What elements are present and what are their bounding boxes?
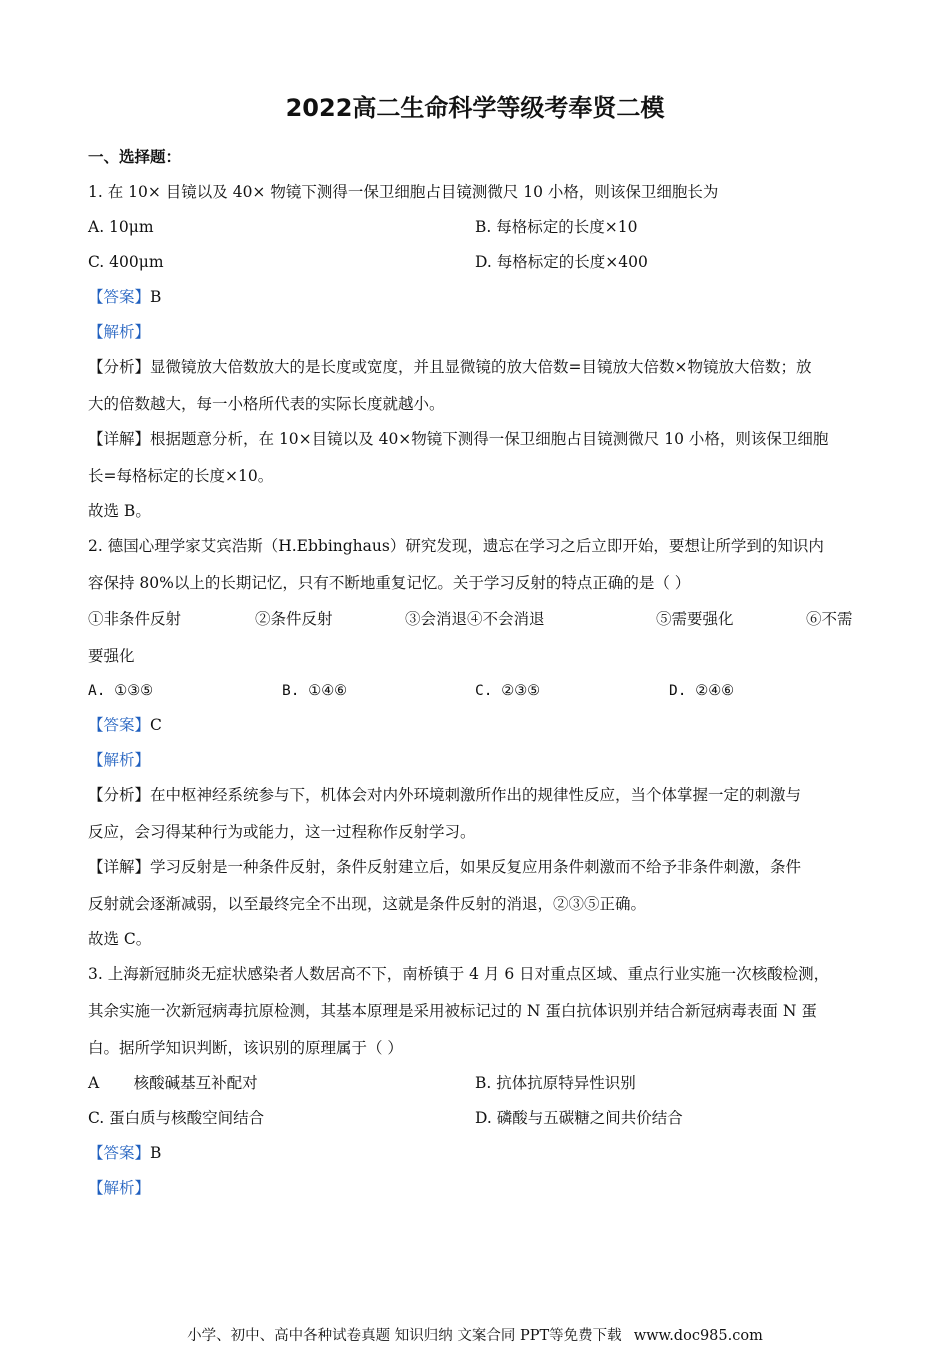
q2-item-6: ⑥不需 [806,610,853,628]
q1-stem: 1. 在 10× 目镜以及 40× 物镜下测得一保卫细胞占目镜测微尺 10 小格，则该保卫细胞长为 [88,183,719,201]
answer-value: B [150,288,162,306]
q1-option-d: D. 每格标定的长度×400 [475,253,648,271]
q1-analysis-cont: 大的倍数越大，每一小格所代表的实际长度就越小。 [88,395,445,413]
q2-item-2: ②条件反射 [255,610,333,628]
analysis-tag: 【分析】 [88,358,151,376]
q1-explain-tag: 【解析】 [88,323,151,341]
q3-option-d: D. 磷酸与五碳糖之间共价结合 [475,1109,683,1127]
detail-tag: 【详解】 [88,858,151,876]
q2-conclusion: 故选 C。 [88,930,152,948]
q2-option-c: C. ②③⑤ [475,683,541,699]
detail-text: 学习反射是一种条件反射，条件反射建立后，如果反复应用条件刺激而不给予非条件刺激，条件 [150,858,802,876]
q2-stem-cont: 容保持 80%以上的长期记忆，只有不断地重复记忆。关于学习反射的特点正确的是（ ） [88,574,691,592]
q2-item-6-cont: 要强化 [88,647,135,665]
q3-stem-cont-1: 其余实施一次新冠病毒抗原检测，其基本原理是采用被标记过的 N 蛋白抗体识别并结合新冠病毒表面 N 蛋 [88,1002,817,1020]
q3-option-a: A 核酸碱基互补配对 [88,1074,258,1092]
q3-explain-tag: 【解析】 [88,1179,151,1197]
analysis-text: 在中枢神经系统参与下，机体会对内外环境刺激所作出的规律性反应，当个体掌握一定的刺激与 [150,786,802,804]
section-heading: 一、选择题： [88,148,182,166]
q2-option-a: A. ①③⑤ [88,683,154,699]
analysis-text: 显微镜放大倍数放大的是长度或宽度，并且显微镜的放大倍数=目镜放大倍数×物镜放大倍数；放 [150,358,812,376]
detail-text: 根据题意分析，在 10×目镜以及 40×物镜下测得一保卫细胞占目镜测微尺 10 小格，则该保卫细胞 [150,430,829,448]
page-footer [0,1324,950,1345]
answer-value: B [150,1144,162,1162]
answer-tag: 【答案】 [88,288,151,306]
answer-tag: 【答案】 [88,1144,151,1162]
q1-detail [88,429,828,449]
document-title: 2022高二生命科学等级考奉贤二模 [285,94,665,122]
q1-detail-cont: 长=每格标定的长度×10。 [88,467,274,485]
footer-text: 小学、初中、高中各种试卷真题 知识归纳 文案合同 PPT等免费下载 [187,1328,622,1344]
q1-option-c: C. 400μm [88,253,164,271]
q1-conclusion: 故选 B。 [88,502,151,520]
analysis-tag: 【分析】 [88,786,151,804]
q2-detail-cont: 反射就会逐渐减弱，以至最终完全不出现，这就是条件反射的消退，②③⑤正确。 [88,895,647,913]
q1-option-b: B. 每格标定的长度×10 [475,218,638,236]
q3-option-c: C. 蛋白质与核酸空间结合 [88,1109,265,1127]
q2-explain-tag: 【解析】 [88,751,151,769]
q2-option-d: D. ②④⑥ [669,683,735,699]
q2-item-3-4: ③会消退④不会消退 [405,610,545,628]
q1-analysis [88,357,812,377]
answer-value: C [150,716,162,734]
q1-answer [88,287,161,307]
q2-item-5: ⑤需要强化 [656,610,734,628]
q3-option-b: B. 抗体抗原特异性识别 [475,1074,636,1092]
q3-stem-cont-2: 白。据所学知识判断，该识别的原理属于（ ） [88,1039,403,1057]
q2-option-b: B. ①④⑥ [282,683,348,699]
answer-tag: 【答案】 [88,716,151,734]
q3-answer [88,1143,161,1163]
q2-stem: 2. 德国心理学家艾宾浩斯（H.Ebbinghaus）研究发现，遗忘在学习之后立即开始，要想让所学到的知识内 [88,537,824,555]
q3-stem: 3. 上海新冠肺炎无症状感染者人数居高不下，南桥镇于 4 月 6 日对重点区域、重点行业实施一次核酸检测， [88,965,830,983]
detail-tag: 【详解】 [88,430,151,448]
q2-answer [88,715,162,735]
footer-link[interactable]: www.doc985.com [633,1328,763,1344]
q2-analysis [88,785,801,805]
q1-option-a: A. 10μm [88,218,154,236]
q2-analysis-cont: 反应，会习得某种行为或能力，这一过程称作反射学习。 [88,823,476,841]
q2-detail [88,857,801,877]
q2-item-1: ①非条件反射 [88,610,182,628]
